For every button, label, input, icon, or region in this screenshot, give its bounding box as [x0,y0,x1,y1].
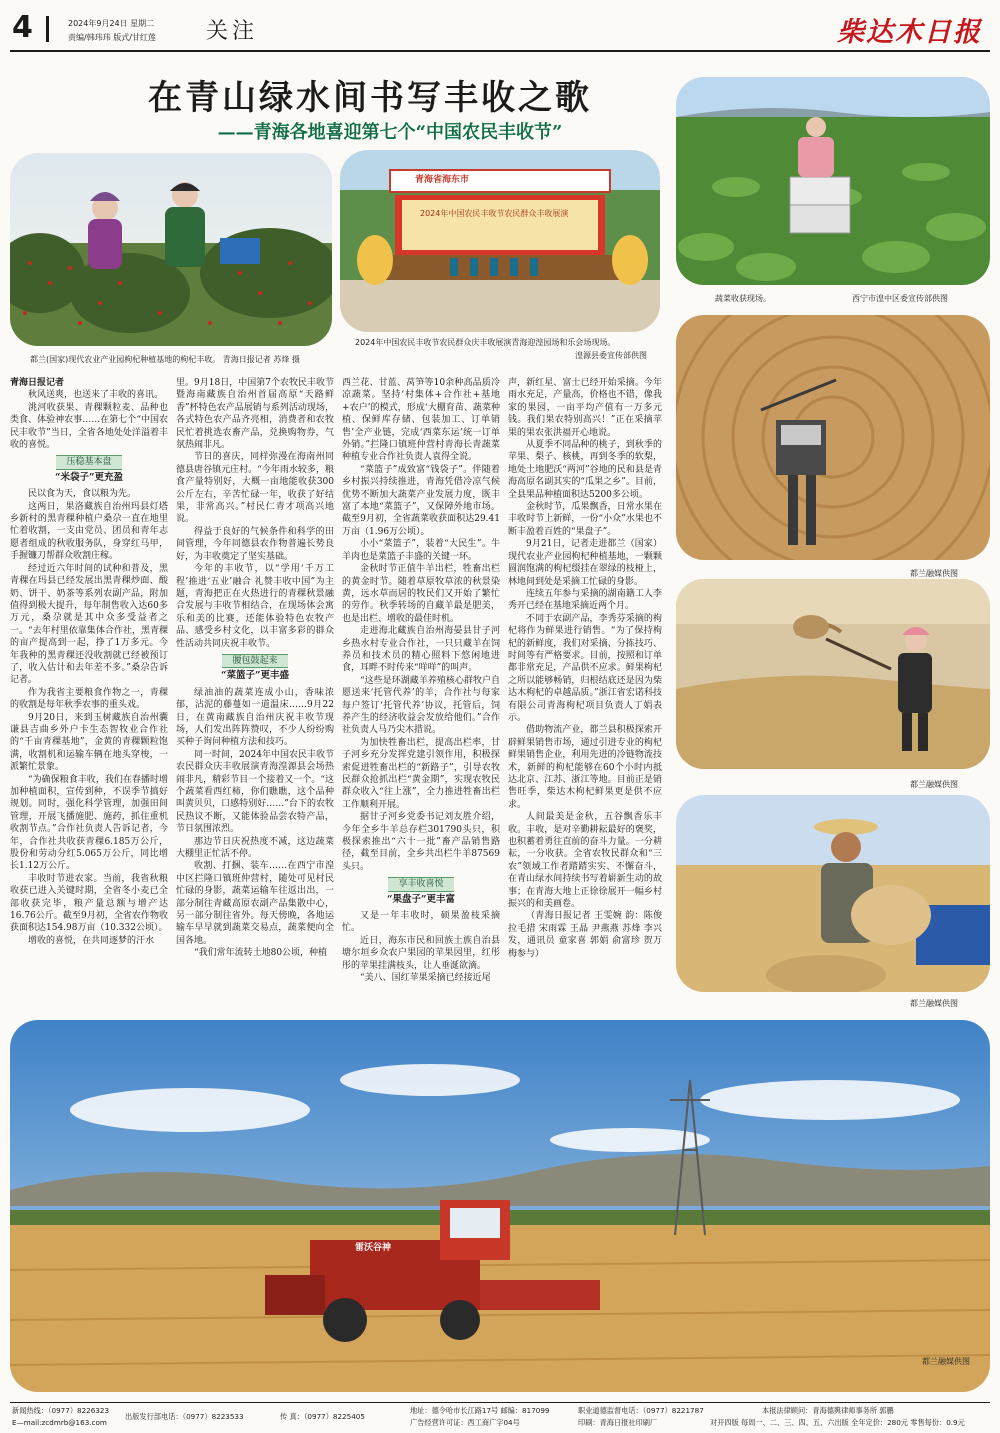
caption-farmer-wheat-credit: 都兰融媒供图 [910,999,958,1008]
masthead-rule [10,50,990,52]
article-paragraph: 从夏季不同品种的桃子，到秋季的苹果、梨子、核桃，再到冬季的软梨，地处土地肥沃“两河”谷地的民和县是青海高原名副其实的“瓜果之乡”。目前，全县果品种植面积达5200多公顷。 [508,440,662,500]
article-paragraph: 走进海北藏族自治州海晏县甘子河乡热水村专业合作社，一只只藏羊在饲养员和技术员的精心照料下悠闲地进食，耳畔不时传来“咩咩”的叫声。 [342,626,500,674]
article-paragraph: 节日的喜庆，同样弥漫在海南州同德县唐谷镇元庄村。“今年雨水较多，粮食产量特别好，大概一亩地能收获300公斤左右，辛苦忙碌一年，收获了好结果，非常高兴。”村民仁青才项高兴地说。 [176,452,334,525]
subheading-tag: 享丰收喜悦 [388,877,453,891]
article-paragraph: 小小“菜篮子”，装着“大民生”。牛羊肉也是菜篮子丰盛的关键一环。 [342,539,500,562]
footer-fax: 传 真：（0977）8225405 [280,1412,365,1421]
stage-top-banner: 青海省海东市 [415,175,470,185]
page-number: 4 [12,10,33,45]
article-column-1 [10,377,168,947]
article-paragraph: 今年的丰收节，以“学用‘千万工程’推进‘五业’融合 礼赞丰收中国”为主题，青海把正在火热进行的青稞秋景融合发展与丰收节相结合，在现场体会寓乐和美的比赛，还能体验特色农牧产品、感受乡村文化，以丰富多彩的群众性活动共同庆祝丰收节。 [176,564,334,649]
headline: 在青山绿水间书写丰收之歌 [148,78,592,118]
caption-vegetable-harvest-credit: 西宁市湟中区委宣传部供图 [852,294,948,303]
caption-harvest-stage-credit: 湟源县委宣传部供图 [575,351,647,360]
article-paragraph: 西兰花、甘蓝、莴笋等10余种高品质冷凉蔬菜。坚持‘村集体+合作社+基地+农户’的模式，形成‘大棚育苗、蔬菜种植、保鲜库存储、包装加工、订单销售’全产业链，完成‘西菜东运’统一订单外销。”拦隆口镇班仲营村青海长青蔬菜种植专业合作社负责人袁得全说。 [342,378,500,463]
caption-combine-harvester-credit: 都兰融媒供图 [922,1357,970,1366]
photo-combine-harvester [10,1020,990,1392]
subheadline: ——青海各地喜迎第七个“中国农民丰收节” [217,122,563,143]
article-paragraph: “我们常年流转土地80公顷，种植 [194,948,328,959]
photo-goji-harvest [10,153,332,346]
section-title: 关注 [206,19,259,44]
footer-printing: 印刷：青海日报社印刷厂 [578,1418,658,1427]
article-paragraph: 那边节日庆祝热度不减，这边蔬菜大棚里正忙活不停。 [176,836,334,860]
article-paragraph: 连续五年参与采摘的湖南籍工人李秀开已经在基地采摘近两个月。 [508,588,662,612]
article-reporter: 青海日报记者 [10,378,65,388]
photo-goji-drying [676,579,990,769]
photo-aerial-wheat-field [676,315,990,560]
article-paragraph: 收割、打捆、装车……在西宁市湟中区拦隆口镇班仲营村，随处可见村民忙碌的身影，蔬菜运输车往返出出，一部分制往青藏高原农副产品集散中心，另一部分制往省外。每天傍晚，各地运输车早早就到蔬菜交易点，蔬菜便向全国各地。 [176,861,334,946]
footer-publish-phone: 出版发行部电话：（0977）8223533 [125,1412,244,1421]
subheading-2 [176,654,334,683]
page-number-divider [46,16,49,42]
article-column-2 [176,377,334,960]
article-paragraph: “菜篮子”成致富“钱袋子”。伴随着乡村振兴持续推进，青海凭借冷凉气候优势不断加大蔬菜产业发展力度，既丰富了本地“菜篮子”，又保障外地市场。截至9月初，全省蔬菜收获面积达29.41万亩（1.96万公顷）。 [342,464,500,537]
subheading-quote: “菜篮子”更丰盛 [221,670,289,682]
article-paragraph: “这些是环湖藏羊养殖核心群牧户自愿送来‘托管代养’的羊，合作社与每家每户签订‘托管代养’协议，托管后，饲养产生的经济收益会发放给他们。”合作社负责人马乃尖木措说。 [342,675,500,736]
caption-vegetable-harvest: 蔬菜收获现场。 [715,294,771,303]
footer-ad-license: 广告经营许可证：西工商广字04号 [410,1418,520,1427]
article-paragraph: 秋风送爽，也送来了丰收的喜讯。 [28,390,164,401]
article-paragraph: 金秋时节正值牛羊出栏，牲畜出栏的黄金时节。随着草原牧草浓的秋景染黄，远水草而居的牧民们又开始了繁忙的劳作。秋季转场的自藏羊最是肥美，也是出栏、增收的最佳时机。 [342,564,500,624]
footer-email: E—mail:zcdmrb@163.com [12,1418,107,1427]
article-body [10,377,662,1007]
caption-aerial-wheat-credit: 都兰融媒供图 [910,569,958,578]
caption-harvest-stage: 2024年中国农民丰收节农民群众庆丰收展演青海迎湟园场和乐会场现场。 [355,338,616,347]
page-footer [10,1402,990,1432]
subheading-tag: 压稳基本盘 [56,455,121,469]
issue-date: 2024年9月24日 星期二 [68,19,155,28]
article-paragraph: 为加快牲畜出栏，提高出栏率，甘子河乡充分发挥党建引领作用，积极探索促进牲畜出栏的“新路子”，引导农牧民群众抢抓出栏“黄金期”，实现农牧民群众收入“往上涨”，全力推进牲畜出栏工作顺利开展。 [342,737,500,810]
footer-ethics-phone: 职业道德监督电话：（0977）8221787 [578,1406,704,1415]
article-paragraph: 据甘子河乡党委书记刘友胜介绍，今年全乡牛羊总存栏301790头只，积极探索推出“六十一批”畜产品销售路径，截至目前，全乡共出栏牛羊87569头只。 [342,812,500,872]
stage-main-banner: 2024年中国农民丰收节农民群众丰收展演 [420,209,569,218]
article-paragraph: 借助物流产业，都兰县积极探索开辟鲜果销售市场，通过引进专业的枸杞鲜果销售企业，利用先进的冷链物流技术，新鲜的枸杞能够在60个小时内抵达北京、江苏、浙江等地。目前正是销售旺季，柴达木枸杞鲜果更是供不应求。 [508,725,662,810]
article-paragraph: 丰收时节进农家。当前，我省秋粮收获已进入关键时期，全省冬小麦已全部收获完毕，粮产量总额与增产达16.76公斤。截至9月初，全省农作物收获面积达154.98万亩（10.332公顷）。 [10,873,168,934]
article-paragraph: 近日，海东市民和回族土族自治县塘尔垣乡众农户果园的苹果园里，红彤彤的苹果挂满枝头，让人垂涎欲滴。 [342,935,500,971]
article-paragraph: 得益于良好的气候条件和科学的田间管理，今年同德县农作物普遍长势良好，为丰收奠定了坚实基础。 [176,526,334,562]
article-paragraph: 洮河收获果、青稞颗粒麦、品种也类食、体验神农事……在第七个“中国农民丰收节”当日，全省各地处处洋溢着丰收的喜悦。 [10,402,168,451]
article-paragraph: （青海日报记者 王雯婉 韵：陈俊 拉毛措 宋雨霖 王晶 尹燕燕 苏烽 李兴发，通讯员 童家喜 郭娟 俞富珍 贺万梅参与） [508,911,662,959]
article-paragraph: “美八、国红苹果采摘已经接近尾 [360,973,491,984]
article-paragraph: 这两日，果洛藏族自治州玛县灯塔乡新村的黑青稞种植户桑尕一直在地里忙着收割，一支由党员、团员和青年志愿者组成的秋收服务队，身穿红马甲，手握镰刀帮群众收割庄稼。 [10,501,168,562]
photo-vegetable-harvest [676,77,990,285]
article-paragraph: 金秋时节，瓜果飘香，日常水果在丰收时节上新鲜，一份“小众”水果也不断丰盈着百姓的“果盘子”。 [508,502,662,537]
footer-legal-counsel: 本报法律顾问：青海德舆律师事务所 郭鹏 [762,1406,894,1415]
article-paragraph: 增收的喜悦，在共同逐梦的汗水 [28,935,155,946]
article-paragraph: 9月21日，记者走进都兰（国家）现代农业产业园枸杞种植基地，一颗颗圆润饱满的枸杞缀挂在翠绿的枝桠上，林地间到处是采摘工忙碌的身影。 [508,539,662,587]
caption-goji-drying-credit: 都兰融媒供图 [910,780,958,789]
editor-credits: 责编/韩玮玮 版式/甘红莲 [68,33,156,42]
photo-farmer-wheat-bundle [676,795,990,992]
article-paragraph: 经过近六年时间的试种和普及，黑青稞在玛县已经发展出黑青稞炒面、酸奶、饼干、奶茶等系列农副产品，附加值得到极大提升，每年制售收入达60多万元，桑尕就是其中众多受益者之一。“去年村里依靠集体合作社，黑青稞的亩产提高到一起，挣了1万多元。今年我种的黑青稞还没收割就已经被预订了，收入估计和去年差不多。”桑尕告诉记者。 [10,563,168,686]
subheading-quote: “果盘子”更丰富 [387,893,455,905]
article-paragraph: 民以食为天，食以粮为先。 [28,489,137,500]
caption-goji-harvest: 都兰(国家)现代农业产业园枸杞种植基地的枸杞丰收。 青海日报记者 苏烽 摄 [30,355,300,364]
subheading-tag: 腰包鼓起来 [222,654,287,668]
photo-harvest-stage [340,150,660,332]
harvester-brand-label: 雷沃谷神 [355,1243,392,1253]
article-column-3 [342,377,500,985]
article-paragraph: 9月20日，来到玉树藏族自治州囊谦县吉曲乡外户卡生态智牧业合作社的“千亩青稞基地”，金黄的青稞颗粒饱满，收割机和运输车辆在地头穿梭，一派繁忙景象。 [10,712,168,773]
article-paragraph: “为确保粮食丰收，我们在春播时增加种植面积，宣传到种，不误季节搞好规划。同时，强化科学管理，加强田间管理，开展飞播施肥、施药，抓住重机收割节点。”合作社负责人告诉记者，今年，合作社共收获青稞6.185万公斤，股份和劳动分红5.065万公斤，同比增长1.12万公斤。 [10,774,168,872]
subheading-1 [10,455,168,484]
article-paragraph: 人间最美是金秋，五谷飘香乐丰收。丰收，是对辛勤耕耘最好的褒奖，也积蓄着勇往直前的奋斗力量。一分耕耘，一分收获。全省农牧民群众和“三农”领域工作者踏踏实实、不懈奋斗，在青山绿水间持续书写着崭新生动的故事；在青海大地上正徐徐展开一幅乡村振兴的和美画卷。 [508,812,662,910]
article-paragraph: 又是一年丰收时，硕果盈枝采摘忙。 [342,911,500,934]
subheading-quote: “米袋子”更充盈 [55,471,123,483]
article-paragraph: 里。9月18日，中国第7个农牧民丰收节暨海南藏族自治州首届高原“天路鲜香”杯特色农产品展销与系列活动现场，各式特色农产品齐亮相，消费者和农牧民忙着挑选农畜产品，兑换购物券，气氛热闹非凡。 [176,378,334,451]
newspaper-logo: 柴达木日报 [837,17,982,48]
article-paragraph: 绿油油的蔬菜连成小山，香味浓郁，沾泥的藤蔓如一道温床……9月22日，在黄南藏族自治州庆祝丰收节现场，人们发出阵阵赞叹，不少人纷纷购买种子询问种植方法和技巧。 [176,687,334,748]
article-paragraph: 声，新红星、富士已经开始采摘。今年雨水充足，产量高，价格也不错，像我家的果园，一亩平均产值有一万多元钱。我们果农特别高兴！”正在采摘苹果的果农张洪福开心地说。 [508,378,662,438]
article-paragraph: 作为我省主要粮食作物之一，青稞的收割是每年秋季农事的重头戏。 [10,687,168,711]
article-paragraph: 同一时间，2024年中国农民丰收节农民群众庆丰收展演青海湟源县会场热闹非凡，精彩节目一个接着又一个。“这个蔬菜看西红柿，你们瞧瞧，这个品种叫黄贝贝，口感特别好……”台下的农牧民热议不断，又能体验品尝农特产品，节日氛围浓烈。 [176,749,334,835]
article-paragraph: 不同于农副产品，李秀芬采摘的枸杞将作为鲜果进行销售。“为了保持枸杞的新鲜度，我们对采摘、分拣技巧、时间等有严格要求。目前，按照和订单都非常充足，产品供不应求。鲜果枸杞之所以能够畅销，归根结底还是因为柴达木枸杞的卓越品质。”浙江省宏诺科技有限公司青海枸杞项目负责人丁娟表示。 [508,613,662,723]
footer-address: 地址：德令哈市长江路17号 邮编：817099 [410,1406,550,1415]
article-column-4 [508,377,662,960]
subheading-3 [342,877,500,906]
footer-news-hotline: 新闻热线：（0977）8226323 [12,1406,110,1415]
footer-schedule-price: 对开四版 每周一、二、三、四、五、六出版 全年定价：280元 零售每份：0.9元 [710,1418,965,1427]
masthead [10,8,990,48]
